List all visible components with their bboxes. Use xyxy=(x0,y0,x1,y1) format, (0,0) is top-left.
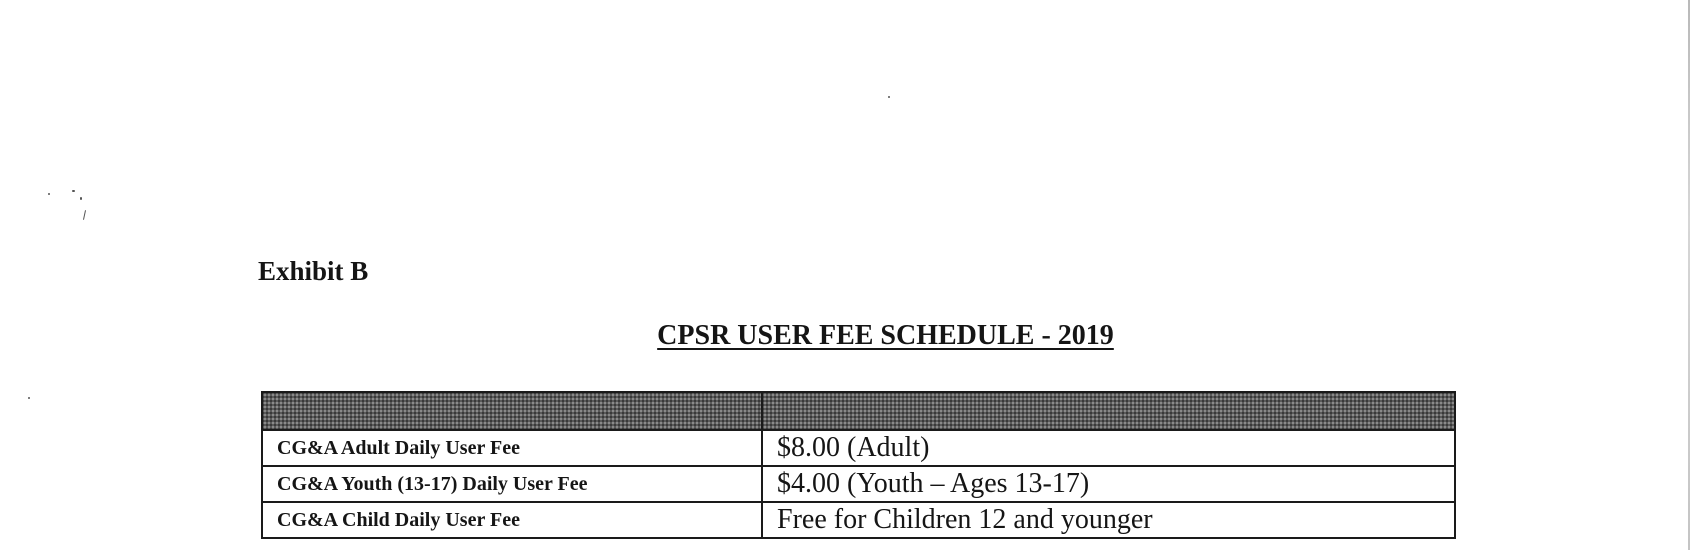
table-header-cell xyxy=(262,392,762,430)
table-header-row xyxy=(262,392,1455,430)
table-header-cell xyxy=(762,392,1455,430)
document-title-text: CPSR USER FEE SCHEDULE - 2019 xyxy=(657,320,1114,351)
document-title xyxy=(0,320,1700,352)
scan-speck xyxy=(72,190,75,192)
fee-schedule-table xyxy=(261,391,1456,539)
scan-speck xyxy=(28,397,30,399)
scan-speck xyxy=(80,197,82,200)
scan-speck xyxy=(48,193,50,195)
table-row xyxy=(262,430,1455,466)
exhibit-label: Exhibit B xyxy=(258,256,369,286)
table-row xyxy=(262,466,1455,502)
scan-speck xyxy=(83,210,86,220)
fee-label-cell: CG&A Adult Daily User Fee xyxy=(262,430,762,466)
fee-value-cell: $4.00 (Youth – Ages 13-17) xyxy=(762,466,1455,502)
scan-edge-shadow xyxy=(1688,0,1690,550)
fee-value-cell: $8.00 (Adult) xyxy=(762,430,1455,466)
fee-value-cell: Free for Children 12 and younger xyxy=(762,502,1455,538)
fee-label-cell: CG&A Child Daily User Fee xyxy=(262,502,762,538)
table-row xyxy=(262,502,1455,538)
fee-label-cell: CG&A Youth (13-17) Daily User Fee xyxy=(262,466,762,502)
scan-speck xyxy=(888,96,890,98)
